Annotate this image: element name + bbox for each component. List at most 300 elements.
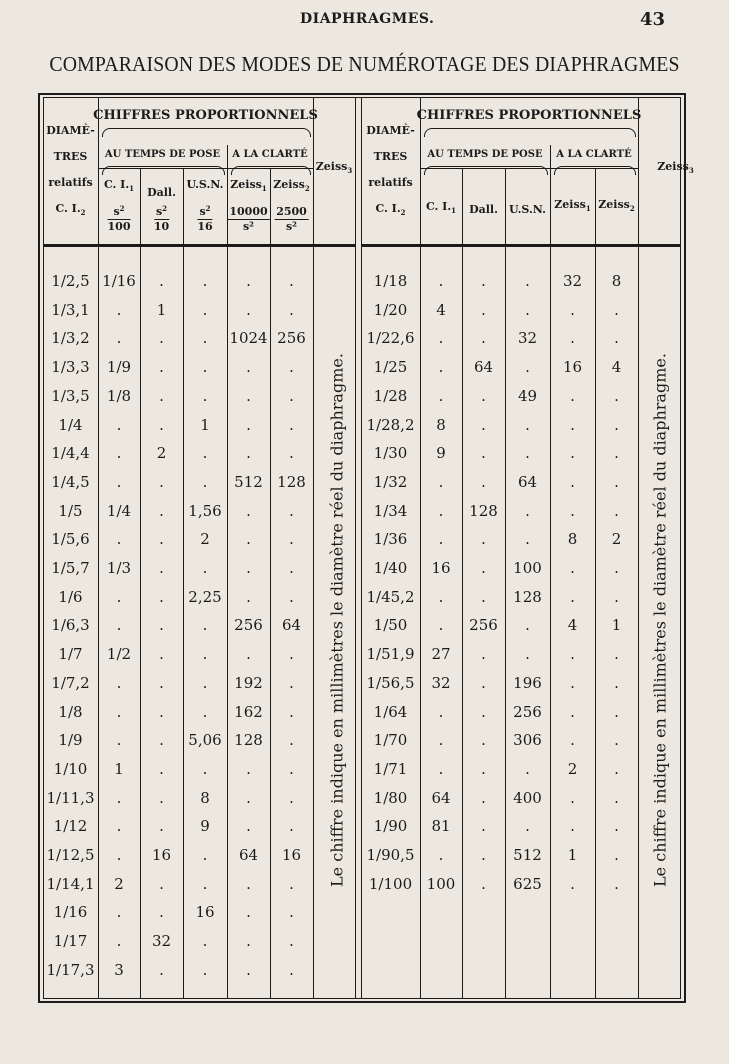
table-cell: 1/9 <box>58 731 83 750</box>
table-cell: . <box>289 358 294 377</box>
diametre-header: TRES <box>373 150 408 163</box>
table-cell: 1/3,1 <box>51 300 90 319</box>
table-cell: . <box>438 272 444 290</box>
header-brace <box>554 166 636 175</box>
table-cell: . <box>202 272 208 290</box>
column-rule <box>98 97 99 999</box>
table-cell: . <box>481 702 486 721</box>
table-cell: 3 <box>114 960 124 979</box>
header-brace <box>102 128 311 137</box>
table-cell: 2 <box>567 759 578 778</box>
table-inner-border <box>43 97 681 999</box>
table-cell: 1/2 <box>106 645 132 664</box>
table-cell: 1/10 <box>53 759 88 778</box>
table-cell: 9 <box>436 444 446 463</box>
table-cell: . <box>438 759 444 778</box>
table-cell: 256 <box>513 702 542 721</box>
table-cell: . <box>438 358 444 377</box>
table-cell: . <box>438 501 444 520</box>
table-cell: . <box>525 444 530 463</box>
table-cell: . <box>570 559 575 577</box>
zeiss3-header: Zeiss$_3$ <box>315 160 353 175</box>
page-title: COMPARAISON DES MODES DE NUMÉROTAGE DES DIAPHRAGMES <box>49 52 680 76</box>
diametre-header: C. $I._2$ <box>375 202 406 217</box>
table-cell: . <box>481 444 486 463</box>
table-cell: 128 <box>469 501 498 520</box>
table-cell: . <box>570 329 575 348</box>
table-cell: . <box>159 960 164 979</box>
table-cell: 1/18 <box>373 272 408 290</box>
table-cell: . <box>614 587 619 606</box>
table-cell: 1/90 <box>373 817 408 836</box>
table-cell: . <box>116 415 122 434</box>
table-cell: 1 <box>200 415 210 434</box>
table-cell: 1/7 <box>58 645 83 664</box>
table-cell: 1/28,2 <box>366 415 415 434</box>
table-cell: . <box>570 817 575 836</box>
table-cell: 1/4 <box>58 415 83 434</box>
table-cell: . <box>525 358 530 377</box>
table-cell: . <box>116 903 122 922</box>
table-cell: 162 <box>234 702 263 721</box>
temps-header: AU TEMPS DE POSE <box>427 149 543 160</box>
table-cell: . <box>289 559 294 577</box>
table-cell: . <box>289 817 294 836</box>
table-cell: 16 <box>281 846 302 864</box>
column-rule <box>595 168 596 999</box>
center-divider <box>361 97 362 999</box>
table-cell: 1/56,5 <box>366 673 415 692</box>
table-cell: . <box>289 788 294 807</box>
table-cell: 1/12,5 <box>46 846 95 864</box>
table-cell: 1/36 <box>373 530 408 549</box>
table-cell: . <box>570 300 575 319</box>
table-cell: . <box>614 415 619 434</box>
zeiss2-header: Zeiss$_2$ <box>273 178 310 193</box>
table-cell: 1/40 <box>373 559 408 577</box>
table-cell: . <box>116 702 122 721</box>
center-divider <box>355 97 356 999</box>
table-cell: 625 <box>513 874 542 893</box>
table-cell: . <box>289 501 294 520</box>
table-cell: . <box>159 329 164 348</box>
table-cell: 8 <box>200 788 210 807</box>
table-cell: . <box>289 932 294 951</box>
table-cell: 49 <box>517 386 538 405</box>
table-cell: 64 <box>431 788 451 807</box>
table-cell: . <box>570 673 575 692</box>
table-cell: . <box>246 788 251 807</box>
table-cell: . <box>116 932 122 951</box>
table-cell: . <box>481 587 486 606</box>
table-cell: . <box>481 788 486 807</box>
table-cell: . <box>202 645 208 664</box>
table-cell: . <box>570 415 575 434</box>
table-cell: 1/28 <box>373 386 408 405</box>
table-cell: . <box>481 300 486 319</box>
table-cell: 256 <box>234 616 263 635</box>
table-cell: 2,25 <box>188 587 222 606</box>
table-cell: 1024 <box>229 329 268 348</box>
table-cell: 100 <box>426 874 456 893</box>
table-cell: . <box>159 559 164 577</box>
table-cell: . <box>481 559 486 577</box>
zeiss2-fraction: 2500 s² <box>274 202 309 234</box>
table-cell: . <box>246 272 251 290</box>
usn-header: U.S.N. <box>186 178 224 191</box>
table-cell: 1/70 <box>373 731 408 750</box>
table-cell: 1 <box>114 759 124 778</box>
column-rule <box>638 97 639 999</box>
table-cell: . <box>202 702 208 721</box>
table-cell: . <box>570 472 575 491</box>
table-cell: . <box>289 386 294 405</box>
table-cell: . <box>116 673 122 692</box>
clarte-header: A LA CLARTÉ <box>232 149 308 160</box>
table-cell: 1/5,6 <box>51 530 90 549</box>
table-cell: 4 <box>567 616 578 635</box>
table-cell: 1/3,3 <box>51 358 90 377</box>
table-cell: . <box>289 587 294 606</box>
table-cell: . <box>570 788 575 807</box>
table-cell: 2 <box>200 530 210 549</box>
table-cell: 1/12 <box>53 817 88 836</box>
table-cell: . <box>159 817 164 836</box>
zeiss3-header: Zeiss$_3$ <box>657 160 694 175</box>
table-cell: 4 <box>611 358 622 377</box>
table-cell: 128 <box>277 472 306 491</box>
table-cell: 1/4 <box>106 501 132 520</box>
table-cell: 192 <box>234 673 263 692</box>
table-cell: . <box>246 358 251 377</box>
clarte-header: A LA CLARTÉ <box>556 149 632 160</box>
table-cell: 1/90,5 <box>366 846 415 864</box>
zeiss1-fraction: 10000 s² <box>227 202 269 234</box>
table-cell: . <box>159 272 164 290</box>
chiffres-header: CHIFFRES PROPORTIONNELS <box>93 108 318 123</box>
table-cell: . <box>202 874 208 893</box>
table-cell: . <box>116 300 122 319</box>
table-cell: . <box>246 501 251 520</box>
table-cell: 64 <box>517 472 538 491</box>
table-cell: 128 <box>513 587 542 606</box>
table-cell: . <box>614 846 619 864</box>
table-cell: . <box>525 272 530 290</box>
table-cell: . <box>438 702 444 721</box>
table-cell: . <box>570 645 575 664</box>
chiffres-header: CHIFFRES PROPORTIONNELS <box>416 108 642 123</box>
table-cell: 1/50 <box>373 616 408 635</box>
table-cell: 1/3,2 <box>51 329 90 348</box>
table-cell: . <box>116 472 122 491</box>
zeiss2-header: Zeiss$_2$ <box>598 198 635 213</box>
table-cell: . <box>481 329 486 348</box>
table-cell: . <box>246 759 251 778</box>
table-cell: 1/20 <box>373 300 408 319</box>
table-cell: . <box>525 759 530 778</box>
table-cell: . <box>246 817 251 836</box>
table-cell: . <box>116 817 122 836</box>
table-cell: 1/4,5 <box>51 472 90 491</box>
table-cell: . <box>159 788 164 807</box>
table-cell: 64 <box>238 846 259 864</box>
table-cell: . <box>525 501 530 520</box>
table-cell: 64 <box>281 616 302 635</box>
table-cell: 32 <box>431 673 451 692</box>
zeiss1-header: Zeiss$_1$ <box>554 198 591 213</box>
table-cell: . <box>289 673 294 692</box>
running-head <box>0 9 729 33</box>
table-cell: . <box>159 874 164 893</box>
table-cell: . <box>159 415 164 434</box>
dall-fraction: $s^2$ 10 <box>153 204 170 233</box>
ci-header: C. $I._1$ <box>103 178 135 193</box>
table-cell: . <box>159 530 164 549</box>
table-cell: 8 <box>436 415 446 434</box>
table-cell: 1/22,6 <box>366 329 415 348</box>
table-cell: . <box>481 817 486 836</box>
table-cell: . <box>614 645 619 664</box>
table-cell: . <box>116 788 122 807</box>
dall-header: Dall. <box>147 186 176 199</box>
table-cell: 1/8 <box>106 386 132 405</box>
table-cell: 27 <box>431 645 451 664</box>
table-cell: . <box>116 587 122 606</box>
table-cell: . <box>246 530 251 549</box>
table-cell: 1/6,3 <box>51 616 90 635</box>
table-cell: 1/34 <box>373 501 408 520</box>
table-cell: 32 <box>517 329 538 348</box>
table-cell: . <box>289 530 294 549</box>
table-cell: . <box>289 645 294 664</box>
table-cell: . <box>159 673 164 692</box>
table-cell: 9 <box>200 817 210 836</box>
table-cell: . <box>289 874 294 893</box>
table-cell: 1/3,5 <box>51 386 90 405</box>
table-cell: . <box>116 616 122 635</box>
table-cell: . <box>481 272 486 290</box>
table-cell: . <box>246 932 251 951</box>
diametre-header: DIAMÈ- <box>46 124 95 137</box>
table-cell: . <box>202 846 208 864</box>
table-cell: . <box>202 960 208 979</box>
table-cell: . <box>438 472 444 491</box>
table-cell: . <box>246 300 251 319</box>
table-cell: . <box>159 358 164 377</box>
table-cell: . <box>246 386 251 405</box>
table-cell: 1/7,2 <box>51 673 90 692</box>
table-cell: . <box>159 702 164 721</box>
table-cell: 1/17 <box>53 932 88 951</box>
table-cell: 1/64 <box>373 702 408 721</box>
running-head-title: DIAPHRAGMES. <box>300 11 435 27</box>
column-rule <box>550 145 551 999</box>
table-cell: . <box>116 444 122 463</box>
diametre-header: C. $I._2$ <box>55 202 86 217</box>
table-cell: . <box>614 501 619 520</box>
table-cell: . <box>246 415 251 434</box>
table-cell: . <box>438 616 444 635</box>
table-cell: . <box>159 587 164 606</box>
header-brace <box>231 166 311 175</box>
table-cell: . <box>438 386 444 405</box>
table-cell: . <box>202 932 208 951</box>
table-cell: . <box>570 587 575 606</box>
ci-fraction: $s^2$ 100 <box>107 204 131 233</box>
table-cell: . <box>438 329 444 348</box>
table-cell: . <box>202 472 208 491</box>
table-cell: . <box>202 300 208 319</box>
table-cell: . <box>246 559 251 577</box>
table-cell: . <box>614 300 619 319</box>
table-cell: . <box>614 472 619 491</box>
table-cell: 256 <box>469 616 498 635</box>
header-brace <box>424 166 548 175</box>
dall-header: Dall. <box>469 203 498 216</box>
table-cell: 100 <box>513 559 542 577</box>
table-cell: 1 <box>611 616 622 635</box>
table-cell: . <box>614 731 619 750</box>
column-rule <box>183 168 184 999</box>
table-cell: 1/80 <box>373 788 408 807</box>
table-cell: . <box>614 444 619 463</box>
table-cell: . <box>202 358 208 377</box>
table-cell: 1/16 <box>102 272 136 290</box>
table-cell: . <box>159 386 164 405</box>
table-cell: . <box>481 846 486 864</box>
table-cell: . <box>202 559 208 577</box>
usn-fraction: $s^2$ 16 <box>197 204 213 233</box>
table-cell: 196 <box>513 673 542 692</box>
table-cell: . <box>116 530 122 549</box>
table-cell: 1/5,7 <box>51 559 90 577</box>
table-cell: . <box>438 587 444 606</box>
table-cell: . <box>481 759 486 778</box>
table-cell: . <box>481 472 486 491</box>
table-cell: . <box>614 559 619 577</box>
table-cell: . <box>570 731 575 750</box>
table-cell: 400 <box>513 788 542 807</box>
table-cell: 1/14,1 <box>46 874 95 893</box>
diametre-header: TRES <box>53 150 88 163</box>
table-cell: . <box>246 587 251 606</box>
table-cell: 1/2,5 <box>51 272 90 290</box>
table-cell: 512 <box>513 846 542 864</box>
table-cell: 1/30 <box>373 444 408 463</box>
table-cell: . <box>570 444 575 463</box>
page-number: 43 <box>640 9 666 30</box>
table-cell: 81 <box>431 817 451 836</box>
table-cell: . <box>438 846 444 864</box>
table-cell: . <box>614 817 619 836</box>
table-cell: 16 <box>195 903 215 922</box>
table-cell: . <box>570 501 575 520</box>
table-cell: . <box>289 272 294 290</box>
table-cell: 1 <box>567 846 578 864</box>
table-cell: . <box>481 530 486 549</box>
table-cell: 1/51,9 <box>366 645 415 664</box>
table-cell: . <box>289 903 294 922</box>
column-rule <box>462 168 463 999</box>
table-cell: 1/5 <box>58 501 83 520</box>
table-cell: . <box>614 329 619 348</box>
table-cell: . <box>525 645 530 664</box>
table-cell: 32 <box>151 932 172 951</box>
table-cell: . <box>481 874 486 893</box>
table-cell: . <box>202 759 208 778</box>
table-cell: 1/9 <box>106 358 132 377</box>
table-cell: 306 <box>513 731 542 750</box>
header-brace <box>424 128 636 137</box>
table-cell: 16 <box>562 358 583 377</box>
header-bottom-rule <box>43 244 355 247</box>
table-cell: . <box>116 846 122 864</box>
table-cell: . <box>289 300 294 319</box>
diametre-header: relatifs <box>368 176 413 189</box>
table-cell: . <box>202 329 208 348</box>
table-cell: 32 <box>562 272 583 290</box>
table-cell: . <box>246 444 251 463</box>
column-rule <box>140 168 141 999</box>
diametre-header: relatifs <box>48 176 93 189</box>
zeiss1-header: Zeiss$_1$ <box>230 178 267 193</box>
table-cell: 1/45,2 <box>366 587 415 606</box>
diaphragm-note: Le chiffre indique en millimètres le diamètre réel du diaphragme. <box>650 353 670 887</box>
table-cell: . <box>289 731 294 750</box>
usn-header: U.S.N. <box>509 203 546 216</box>
table-cell: 1/71 <box>373 759 408 778</box>
table-cell: . <box>159 645 164 664</box>
temps-header: AU TEMPS DE POSE <box>104 149 221 160</box>
table-cell: 8 <box>567 530 578 549</box>
table-cell: . <box>614 874 619 893</box>
table-cell: . <box>159 903 164 922</box>
column-rule <box>505 168 506 999</box>
table-cell: 2 <box>156 444 167 463</box>
table-cell: 1/8 <box>58 702 83 721</box>
table-cell: 1/11,3 <box>46 788 95 807</box>
table-cell: 2 <box>114 874 124 893</box>
table-cell: . <box>289 960 294 979</box>
table-cell: 64 <box>473 358 494 377</box>
table-cell: . <box>525 300 530 319</box>
table-cell: . <box>438 530 444 549</box>
diaphragm-note: Le chiffre indique en millimètres le diamètre réel du diaphragme. <box>327 353 347 887</box>
table-cell: . <box>481 645 486 664</box>
table-cell: 4 <box>436 300 446 319</box>
table-cell: 1/17,3 <box>46 960 95 979</box>
table-cell: . <box>525 415 530 434</box>
table-cell: . <box>525 817 530 836</box>
table-cell: . <box>159 731 164 750</box>
column-rule <box>227 145 228 999</box>
column-rule <box>270 168 271 999</box>
table-cell: . <box>159 472 164 491</box>
table-cell: . <box>481 386 486 405</box>
table-cell: . <box>614 759 619 778</box>
table-cell: . <box>202 673 208 692</box>
table-cell: . <box>159 759 164 778</box>
table-cell: 16 <box>431 559 451 577</box>
table-cell: . <box>570 874 575 893</box>
table-cell: . <box>481 673 486 692</box>
table-cell: 1 <box>156 300 167 319</box>
table-cell: 5,06 <box>188 731 222 750</box>
table-cell: . <box>246 960 251 979</box>
table-cell: . <box>525 530 530 549</box>
table-cell: 1/100 <box>368 874 413 893</box>
table-cell: . <box>481 415 486 434</box>
